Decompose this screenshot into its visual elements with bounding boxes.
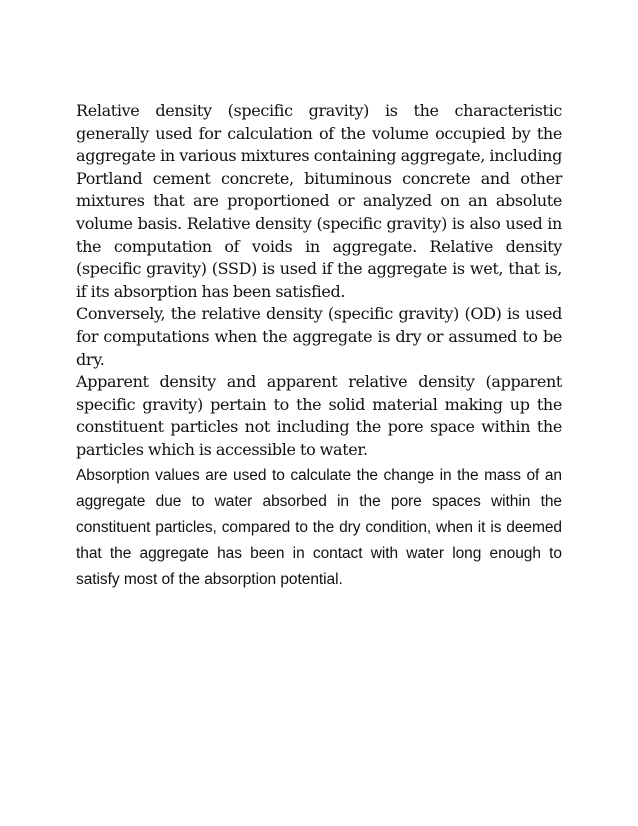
paragraph-oven-dry: Conversely, the relative density (specific gravity) (OD) is used for computations when the aggregate is dry or assumed to be dry. [76,304,562,369]
document-body [76,100,562,593]
paragraph-relative-density: Relative density (specific gravity) is the characteristic generally used for calculation of the volume occupied by the aggregate in various mixtures containing aggregate, including Portland cement concrete, bituminous concrete and other mixtures that are proportioned or analyzed on an absolute volume basis. Relative density (specific gravity) is also used in the computation of voids in aggregate. Relative density (specific gravity) (SSD) is used if the aggregate is wet, that is, if its absorption has been satisfied. [76,101,562,301]
paragraph-apparent-density: Apparent density and apparent relative density (apparent specific gravity) pertain to the solid material making up the constituent particles not including the pore space within the particles which is accessible to water. [76,372,562,459]
paragraph-absorption: Absorption values are used to calculate the change in the mass of an aggregate due to water absorbed in the pore spaces within the constituent particles, compared to the dry condition, when it is deemed that the aggregate has been in contact with water long enough to satisfy most of the absorption potential. [76,466,562,588]
